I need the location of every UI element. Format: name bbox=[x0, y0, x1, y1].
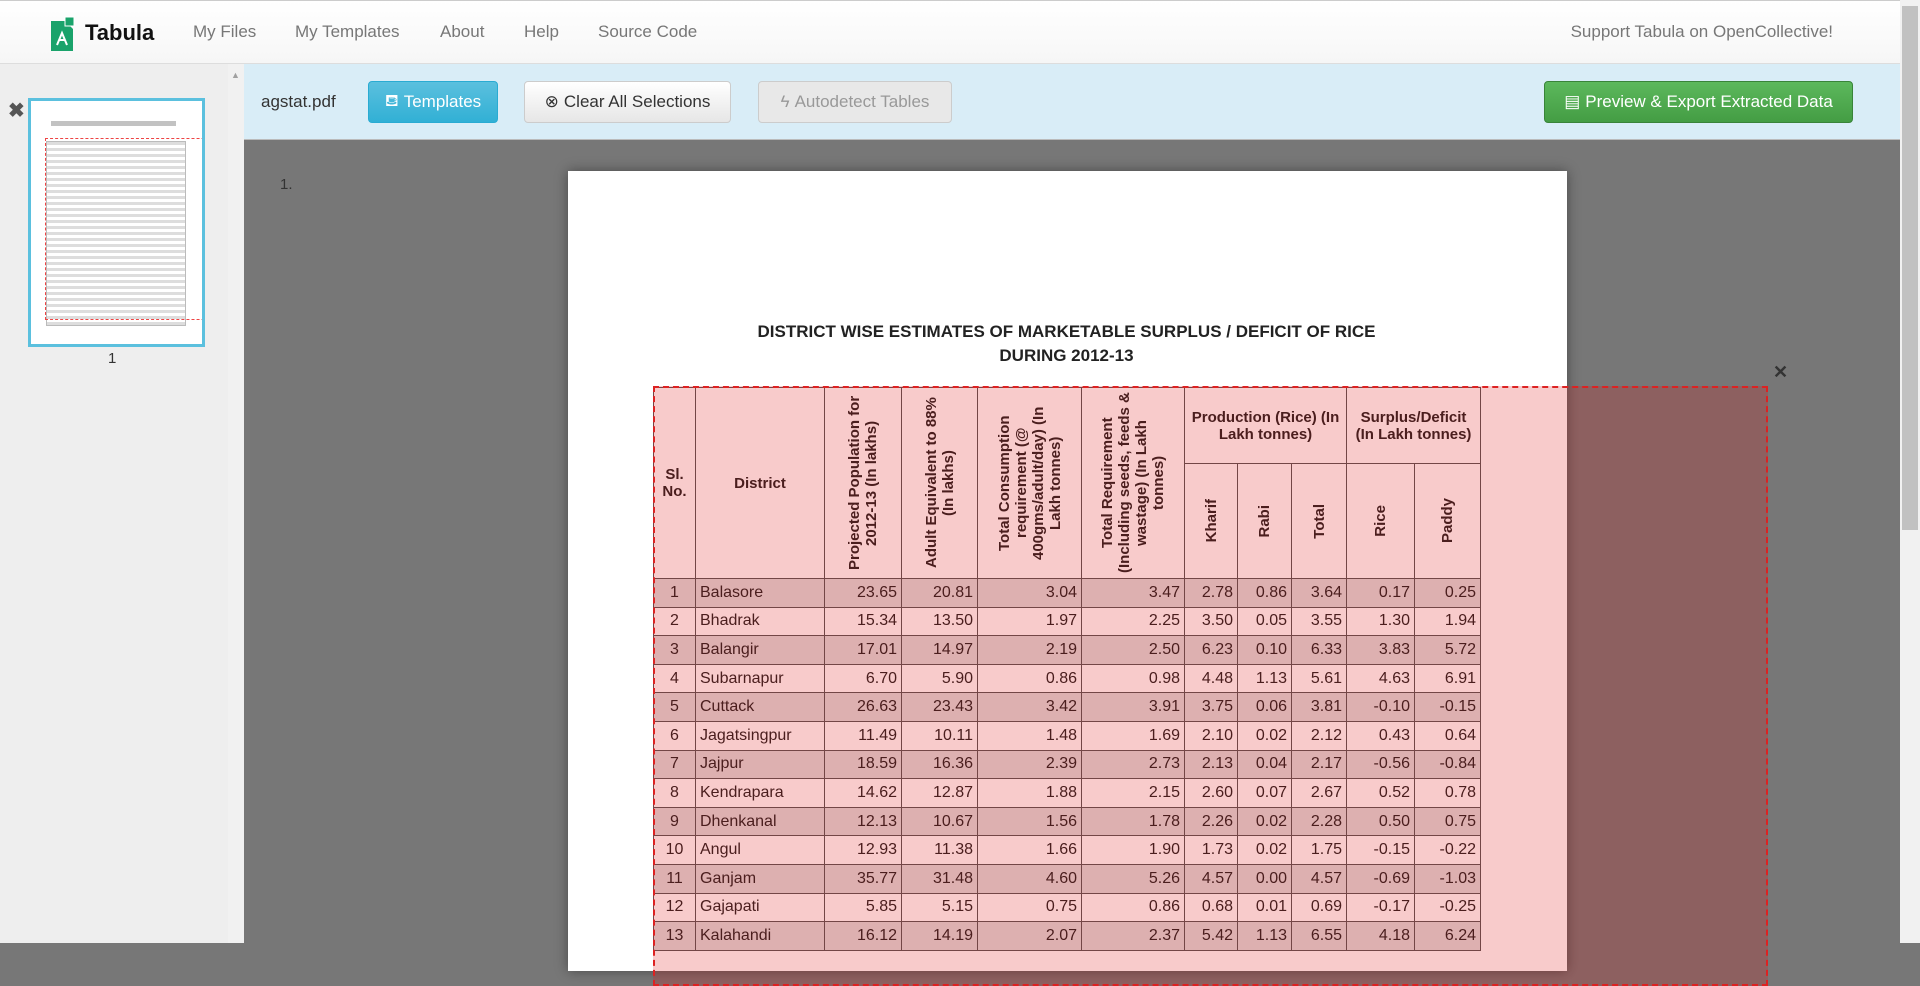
close-selection-icon[interactable]: ✕ bbox=[1773, 362, 1789, 382]
table-cell: 10.67 bbox=[902, 807, 978, 836]
table-cell: 18.59 bbox=[825, 750, 902, 779]
table-cell: 0.10 bbox=[1238, 636, 1292, 665]
table-cell: 5.26 bbox=[1082, 864, 1185, 893]
table-cell: 11.49 bbox=[825, 721, 902, 750]
table-cell: -0.15 bbox=[1415, 693, 1481, 722]
table-cell: Cuttack bbox=[696, 693, 825, 722]
table-cell: Kalahandi bbox=[696, 922, 825, 951]
table-cell: 16.12 bbox=[825, 922, 902, 951]
table-cell: 2.50 bbox=[1082, 636, 1185, 665]
table-cell: 12.93 bbox=[825, 836, 902, 865]
table-cell: 1.66 bbox=[978, 836, 1082, 865]
table-cell: 3.47 bbox=[1082, 579, 1185, 608]
table-cell: 0.00 bbox=[1238, 864, 1292, 893]
table-cell: 3.50 bbox=[1185, 607, 1238, 636]
table-cell: 23.43 bbox=[902, 693, 978, 722]
thumbnail-page-number: 1 bbox=[108, 350, 117, 367]
table-cell: 2.12 bbox=[1292, 721, 1347, 750]
header-surplus: Surplus/Deficit (In Lakh tonnes) bbox=[1347, 388, 1481, 464]
table-cell: 2.78 bbox=[1185, 579, 1238, 608]
table-cell: 2.25 bbox=[1082, 607, 1185, 636]
table-cell: 4.57 bbox=[1185, 864, 1238, 893]
table-cell: 4.18 bbox=[1347, 922, 1415, 951]
nav-help[interactable]: Help bbox=[524, 22, 559, 41]
header-population: Projected Population for 2012-13 (In lakhs) bbox=[825, 388, 902, 579]
header-paddy: Paddy bbox=[1415, 464, 1481, 579]
brand-link[interactable] bbox=[47, 15, 154, 51]
table-cell: 0.07 bbox=[1238, 779, 1292, 808]
table-cell: 3.75 bbox=[1185, 693, 1238, 722]
table-cell: 0.17 bbox=[1347, 579, 1415, 608]
table-cell: 2.19 bbox=[978, 636, 1082, 665]
table-cell: 2.10 bbox=[1185, 721, 1238, 750]
table-cell: 5.90 bbox=[902, 664, 978, 693]
table-cell: 0.04 bbox=[1238, 750, 1292, 779]
brand-name: Tabula bbox=[85, 20, 155, 45]
table-cell: 31.48 bbox=[902, 864, 978, 893]
title-line-1: DISTRICT WISE ESTIMATES OF MARKETABLE SURPLUS / DEFICIT OF RICE bbox=[757, 322, 1376, 341]
table-cell: 26.63 bbox=[825, 693, 902, 722]
table-cell: -0.17 bbox=[1347, 893, 1415, 922]
scrollbar-thumb[interactable] bbox=[1902, 6, 1918, 530]
header-total: Total bbox=[1292, 464, 1347, 579]
table-cell: 1.88 bbox=[978, 779, 1082, 808]
table-cell: 1.75 bbox=[1292, 836, 1347, 865]
table-cell: 2.07 bbox=[978, 922, 1082, 951]
table-cell: 0.64 bbox=[1415, 721, 1481, 750]
table-cell: 7 bbox=[654, 750, 696, 779]
nav-source-code[interactable]: Source Code bbox=[598, 22, 698, 41]
table-cell: 6.91 bbox=[1415, 664, 1481, 693]
table-cell: 1.56 bbox=[978, 807, 1082, 836]
table-cell: Angul bbox=[696, 836, 825, 865]
table-cell: 4.63 bbox=[1347, 664, 1415, 693]
templates-button[interactable] bbox=[368, 81, 498, 123]
table-cell: 0.02 bbox=[1238, 721, 1292, 750]
table-cell: 4 bbox=[654, 664, 696, 693]
header-adult-equivalent: Adult Equivalent to 88% (In lakhs) bbox=[902, 388, 978, 579]
table-cell: 10 bbox=[654, 836, 696, 865]
header-production: Production (Rice) (In Lakh tonnes) bbox=[1185, 388, 1347, 464]
table-cell: 1.13 bbox=[1238, 922, 1292, 951]
table-cell: Dhenkanal bbox=[696, 807, 825, 836]
table-cell: 0.75 bbox=[978, 893, 1082, 922]
table-cell: 0.05 bbox=[1238, 607, 1292, 636]
table-cell: 4.48 bbox=[1185, 664, 1238, 693]
table-cell: 5.61 bbox=[1292, 664, 1347, 693]
table-cell: 10.11 bbox=[902, 721, 978, 750]
thumbnail-selection bbox=[45, 138, 205, 320]
table-cell: 35.77 bbox=[825, 864, 902, 893]
table-cell: 23.65 bbox=[825, 579, 902, 608]
table-cell: 3.55 bbox=[1292, 607, 1347, 636]
table-cell: 6.33 bbox=[1292, 636, 1347, 665]
table-cell: 0.86 bbox=[1238, 579, 1292, 608]
table-cell: 13.50 bbox=[902, 607, 978, 636]
close-icon[interactable]: ✖ bbox=[8, 100, 25, 122]
nav-my-files[interactable]: My Files bbox=[193, 22, 257, 41]
table-cell: Jajpur bbox=[696, 750, 825, 779]
table-cell: 14.97 bbox=[902, 636, 978, 665]
table-cell: 2.28 bbox=[1292, 807, 1347, 836]
table-cell: -0.10 bbox=[1347, 693, 1415, 722]
table-cell: 16.36 bbox=[902, 750, 978, 779]
table-cell: 3.91 bbox=[1082, 693, 1185, 722]
table-cell: 5.15 bbox=[902, 893, 978, 922]
table-cell: 1.97 bbox=[978, 607, 1082, 636]
table-cell: 2.60 bbox=[1185, 779, 1238, 808]
header-consumption: Total Consumption requirement (@ 400gms/adult/day) (In Lakh tonnes) bbox=[978, 388, 1082, 579]
clear-circle-icon: ⊗ bbox=[544, 92, 559, 111]
templates-label: Templates bbox=[403, 92, 482, 111]
table-cell: 5 bbox=[654, 693, 696, 722]
clear-selections-button[interactable] bbox=[524, 81, 731, 123]
table-cell: 4.57 bbox=[1292, 864, 1347, 893]
table-cell: Kendrapara bbox=[696, 779, 825, 808]
table-cell: 1.73 bbox=[1185, 836, 1238, 865]
document-title bbox=[653, 320, 1480, 368]
table-cell: 2.39 bbox=[978, 750, 1082, 779]
table-cell: Balangir bbox=[696, 636, 825, 665]
templates-icon: ⛾ bbox=[384, 91, 399, 110]
table-cell: Bhadrak bbox=[696, 607, 825, 636]
page-label: 1. bbox=[280, 176, 293, 193]
table-cell: 0.69 bbox=[1292, 893, 1347, 922]
table-cell: Balasore bbox=[696, 579, 825, 608]
table-cell: 6.55 bbox=[1292, 922, 1347, 951]
table-cell: 13 bbox=[654, 922, 696, 951]
table-cell: -0.15 bbox=[1347, 836, 1415, 865]
header-rice: Rice bbox=[1347, 464, 1415, 579]
table-cell: 0.86 bbox=[1082, 893, 1185, 922]
header-requirement: Total Requirement (Including seeds, feeds & wastage) (In Lakh tonnes) bbox=[1082, 388, 1185, 579]
header-rabi: Rabi bbox=[1238, 464, 1292, 579]
table-cell: 0.78 bbox=[1415, 779, 1481, 808]
table-cell: 1.48 bbox=[978, 721, 1082, 750]
title-line-2: DURING 2012-13 bbox=[999, 346, 1134, 365]
table-cell: 1 bbox=[654, 579, 696, 608]
table-cell: 2.37 bbox=[1082, 922, 1185, 951]
table-cell: 0.43 bbox=[1347, 721, 1415, 750]
table-cell: Jagatsingpur bbox=[696, 721, 825, 750]
table-cell: 0.25 bbox=[1415, 579, 1481, 608]
table-cell: 2.67 bbox=[1292, 779, 1347, 808]
nav-about[interactable]: About bbox=[440, 22, 485, 41]
table-cell: 17.01 bbox=[825, 636, 902, 665]
table-cell: 3.42 bbox=[978, 693, 1082, 722]
table-cell: 1.13 bbox=[1238, 664, 1292, 693]
export-label: Preview & Export Extracted Data bbox=[1585, 92, 1833, 111]
table-cell: 0.02 bbox=[1238, 836, 1292, 865]
table-cell: Subarnapur bbox=[696, 664, 825, 693]
table-cell: 3.04 bbox=[978, 579, 1082, 608]
support-link[interactable]: Support Tabula on OpenCollective! bbox=[1570, 22, 1833, 41]
table-cell: 2 bbox=[654, 607, 696, 636]
autodetect-label: Autodetect Tables bbox=[794, 92, 930, 111]
table-cell: 1.90 bbox=[1082, 836, 1185, 865]
table-cell: 14.62 bbox=[825, 779, 902, 808]
table-cell: 0.52 bbox=[1347, 779, 1415, 808]
navbar bbox=[0, 0, 1900, 64]
table-cell: -1.03 bbox=[1415, 864, 1481, 893]
table-cell: 2.17 bbox=[1292, 750, 1347, 779]
table-cell: 6.23 bbox=[1185, 636, 1238, 665]
table-cell: Gajapati bbox=[696, 893, 825, 922]
table-cell: 3 bbox=[654, 636, 696, 665]
autodetect-tables-button[interactable] bbox=[758, 81, 952, 123]
table-cell: -0.56 bbox=[1347, 750, 1415, 779]
table-cell: 0.50 bbox=[1347, 807, 1415, 836]
table-cell: 1.94 bbox=[1415, 607, 1481, 636]
table-cell: 0.75 bbox=[1415, 807, 1481, 836]
filename: agstat.pdf bbox=[261, 92, 336, 111]
table-cell: 3.81 bbox=[1292, 693, 1347, 722]
table-cell: 1.30 bbox=[1347, 607, 1415, 636]
table-cell: 2.15 bbox=[1082, 779, 1185, 808]
table-cell: 3.83 bbox=[1347, 636, 1415, 665]
sidebar-scrollbar[interactable] bbox=[228, 64, 244, 943]
header-sl: Sl. No. bbox=[654, 388, 696, 579]
table-cell: 5.85 bbox=[825, 893, 902, 922]
table-cell: 9 bbox=[654, 807, 696, 836]
table-cell: 12 bbox=[654, 893, 696, 922]
table-cell: 6 bbox=[654, 721, 696, 750]
table-cell: 2.13 bbox=[1185, 750, 1238, 779]
table-cell: 5.42 bbox=[1185, 922, 1238, 951]
table-cell: 8 bbox=[654, 779, 696, 808]
table-cell: 0.86 bbox=[978, 664, 1082, 693]
toolbar bbox=[244, 64, 1900, 140]
nav-my-templates[interactable]: My Templates bbox=[295, 22, 400, 41]
table-cell: 0.02 bbox=[1238, 807, 1292, 836]
table-cell: 0.98 bbox=[1082, 664, 1185, 693]
table-cell: 3.64 bbox=[1292, 579, 1347, 608]
table-cell: 2.26 bbox=[1185, 807, 1238, 836]
clear-label: Clear All Selections bbox=[563, 92, 711, 111]
scroll-up-icon[interactable]: ▲ bbox=[231, 70, 240, 80]
list-icon: ▤ bbox=[1564, 92, 1581, 111]
table-cell: 11 bbox=[654, 864, 696, 893]
table-cell: 11.38 bbox=[902, 836, 978, 865]
table-cell: 12.13 bbox=[825, 807, 902, 836]
table-cell: -0.84 bbox=[1415, 750, 1481, 779]
table-cell: 2.73 bbox=[1082, 750, 1185, 779]
header-district: District bbox=[696, 388, 825, 579]
table-cell: 5.72 bbox=[1415, 636, 1481, 665]
table-cell: 12.87 bbox=[902, 779, 978, 808]
table-cell: 0.68 bbox=[1185, 893, 1238, 922]
table-cell: 1.69 bbox=[1082, 721, 1185, 750]
preview-export-button[interactable] bbox=[1544, 81, 1853, 123]
table-cell: 6.70 bbox=[825, 664, 902, 693]
header-kharif: Kharif bbox=[1185, 464, 1238, 579]
table-cell: 14.19 bbox=[902, 922, 978, 951]
table-selection-area[interactable] bbox=[653, 386, 1768, 986]
table-cell: -0.69 bbox=[1347, 864, 1415, 893]
table-cell: 0.06 bbox=[1238, 693, 1292, 722]
page-thumbnail[interactable] bbox=[28, 98, 205, 347]
table-cell: 15.34 bbox=[825, 607, 902, 636]
table-cell: 4.60 bbox=[978, 864, 1082, 893]
table-cell: -0.22 bbox=[1415, 836, 1481, 865]
table-cell: 6.24 bbox=[1415, 922, 1481, 951]
main-scrollbar[interactable] bbox=[1900, 0, 1920, 943]
table-cell: -0.25 bbox=[1415, 893, 1481, 922]
table-cell: Ganjam bbox=[696, 864, 825, 893]
tabula-logo-icon bbox=[47, 15, 77, 51]
lightning-icon: ϟ bbox=[780, 92, 790, 111]
table-cell: 1.78 bbox=[1082, 807, 1185, 836]
table-cell: 0.01 bbox=[1238, 893, 1292, 922]
table-cell: 20.81 bbox=[902, 579, 978, 608]
